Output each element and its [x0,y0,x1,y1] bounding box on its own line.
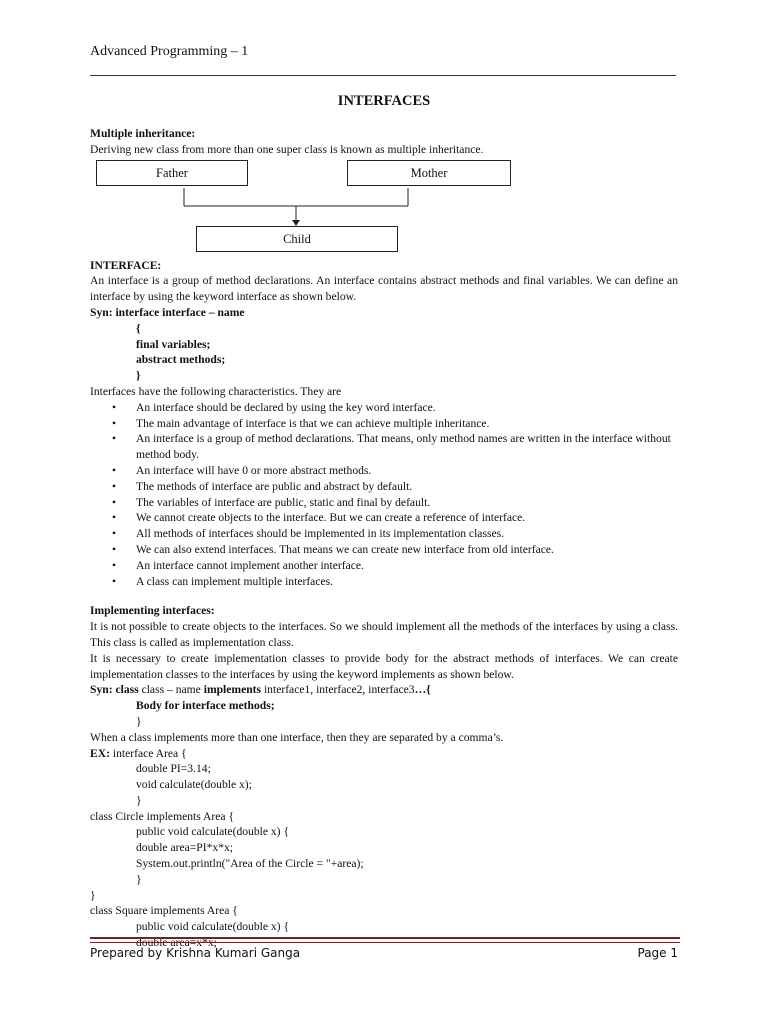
mother-box: Mother [347,160,511,186]
footer-author: Prepared by Krishna Kumari Ganga [90,946,301,960]
code-line: class Circle implements Area { [90,809,235,823]
code-line: System.out.println("Area of the Circle = "+area); [136,857,364,871]
interface-syntax-variables: final variables; [136,337,211,351]
code-line: double PI=3.14; [136,762,211,776]
characteristic-item: • An interface is a group of method declarations. That means, only method names are written in the interface without method body. [112,432,671,462]
characteristic-item: • A class can implement multiple interfaces. [112,574,334,588]
header-divider [90,75,676,76]
multiple-inheritance-heading: Multiple inheritance: [90,127,196,140]
characteristic-item: • We can also extend interfaces. That means we can create new interface from old interface. [112,542,554,556]
footer-divider-thin [90,942,680,943]
characteristic-item: • An interface cannot implement another interface. [112,558,364,572]
footer-divider [90,937,680,939]
bullet-icon: • [112,463,117,477]
page-title: INTERFACES [337,93,431,109]
interface-syntax-open: { [136,321,141,335]
implementing-paragraph-1: It is not possible to create objects to the interfaces. So we should implement all the methods of the interfaces by using a class. This class is called as implementation class. [90,620,678,649]
characteristic-item: • The main advantage of interface is that we can achieve multiple inheritance. [112,416,490,430]
interface-syntax-line: Syn: interface interface – name [90,305,245,319]
interface-syntax-methods: abstract methods; [136,353,226,367]
father-box: Father [96,160,248,186]
code-line: void calculate(double x); [136,778,252,792]
page-header: Advanced Programming – 1 [90,44,249,59]
page-number: Page 1 [637,946,678,960]
bullet-icon: • [112,479,117,493]
code-line: public void calculate(double x) { [136,920,290,934]
implements-syntax-body: Body for interface methods; [136,699,275,713]
bullet-icon: • [112,542,117,556]
interface-paragraph: An interface is a group of method declarations. An interface contains abstract methods and final variables. We can define an interface by using the keyword interface as shown below. [90,274,678,304]
code-line: } [90,888,96,902]
bullet-icon: • [112,511,117,525]
implements-syntax-line: Syn: class class – name implements interface1, interface2, interface3…{ [90,683,431,697]
characteristic-item: • All methods of interfaces should be implemented in its implementation classes. [112,527,505,541]
implementing-paragraph-2: It is necessary to create implementation classes to provide body for the abstract methods of interfaces. We can create implementation classes to the interfaces by using the keyword implements as shown below. [90,651,678,681]
document-body [90,126,678,951]
bullet-icon: • [112,527,117,541]
characteristic-item: • An interface will have 0 or more abstract methods. [112,463,372,477]
multiple-inheritance-definition: Deriving new class from more than one super class is known as multiple inheritance. [90,142,484,156]
example-first-line: EX: interface Area { [90,746,187,760]
characteristics-list [90,400,678,590]
bullet-icon: • [112,416,117,430]
bullet-icon: • [112,400,117,414]
code-line: } [136,793,142,807]
implementing-heading: Implementing interfaces: [90,604,215,618]
code-line: class Square implements Area { [90,904,238,918]
characteristics-intro: Interfaces have the following characteristics. They are [90,384,342,398]
bullet-icon: • [112,495,117,509]
example-code [90,761,678,951]
characteristic-item: • The variables of interface are public, static and final by default. [112,495,431,509]
interface-syntax-close: } [136,369,141,383]
code-line: double area=PI*x*x; [136,841,234,855]
bullet-icon: • [112,558,117,572]
comma-note: When a class implements more than one interface, then they are separated by a comma’s. [90,730,504,744]
characteristic-item: • We cannot create objects to the interface. But we can create a reference of interface. [112,511,526,525]
characteristic-item: • An interface should be declared by using the key word interface. [112,400,436,414]
characteristic-item: • The methods of interface are public and abstract by default. [112,479,413,493]
code-line: public void calculate(double x) { [136,825,290,839]
bullet-icon: • [112,432,117,446]
bullet-icon: • [112,574,117,588]
inheritance-diagram [90,160,678,258]
child-box: Child [196,226,398,252]
interface-heading: INTERFACE: [90,258,162,272]
implements-syntax-close: } [136,714,142,728]
code-line: } [136,872,142,886]
code-line: double area=x*x; [136,936,217,950]
